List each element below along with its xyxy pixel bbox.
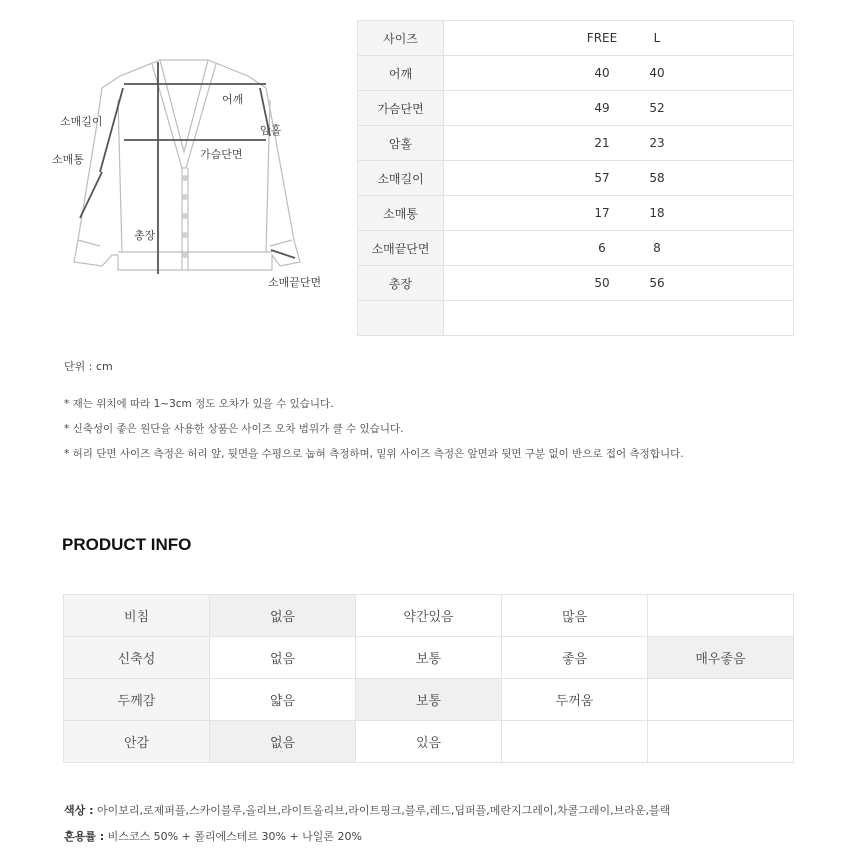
- size-table-header: [358, 21, 794, 56]
- info-row-label: 신축성: [64, 637, 210, 679]
- notes: [64, 392, 684, 467]
- row-label: 소매길이: [358, 161, 444, 196]
- blend-label: 혼용률 :: [64, 830, 105, 843]
- info-option: [648, 595, 794, 637]
- label-total-length: 총장: [134, 229, 156, 242]
- info-option: 약간있음: [356, 595, 502, 637]
- table-row: [358, 56, 794, 91]
- table-row: [358, 161, 794, 196]
- row-value-free: 40: [594, 66, 610, 80]
- info-option: 없음: [210, 595, 356, 637]
- info-option: 많음: [502, 595, 648, 637]
- info-option: 보통: [356, 679, 502, 721]
- table-row: [358, 126, 794, 161]
- product-info-table: [63, 594, 794, 763]
- size-header-l: L: [653, 31, 661, 45]
- row-value-l: 52: [649, 101, 665, 115]
- row-value-free: 17: [594, 206, 610, 220]
- info-option: 없음: [210, 721, 356, 763]
- info-row: [64, 637, 794, 679]
- blend-value: 비스코스 50% + 폴리에스테르 30% + 나일론 20%: [107, 830, 363, 843]
- info-row-label: 두께감: [64, 679, 210, 721]
- info-row-label: 안감: [64, 721, 210, 763]
- note-item: * 허리 단면 사이즈 측정은 허리 앞, 뒷면을 수평으로 눕혀 측정하며, 밑위 사이즈 측정은 앞면과 뒷면 구분 없이 반으로 접어 측정합니다.: [64, 448, 684, 460]
- row-value-free: 57: [594, 171, 610, 185]
- row-value-l: 23: [649, 136, 665, 150]
- row-value-l: 8: [653, 241, 661, 255]
- row-value-l: 56: [649, 276, 665, 290]
- info-row-label: 비침: [64, 595, 210, 637]
- info-option: 매우좋음: [648, 637, 794, 679]
- size-header-label: 사이즈: [358, 21, 444, 56]
- product-info-title: PRODUCT INFO: [62, 535, 192, 554]
- row-label: 소매끝단면: [358, 231, 444, 266]
- info-option: 없음: [210, 637, 356, 679]
- colors-value: 아이보리,로제퍼플,스카이블루,올리브,라이트올리브,라이트핑크,블루,레드,딥퍼플,메란지그레이,차콜그레이,브라운,블랙: [96, 804, 671, 817]
- table-row-empty: [358, 301, 794, 336]
- row-value-free: 6: [598, 241, 606, 255]
- table-row: [358, 231, 794, 266]
- info-option: 두꺼움: [502, 679, 648, 721]
- row-value-l: 58: [649, 171, 665, 185]
- blend-line: [64, 828, 362, 844]
- label-shoulder: 어깨: [222, 93, 244, 106]
- label-sleeve-length: 소매길이: [60, 115, 103, 128]
- row-value-l: 18: [649, 206, 665, 220]
- table-row: [358, 196, 794, 231]
- label-cuff: 소매끝단면: [268, 276, 322, 289]
- row-label: 어깨: [358, 56, 444, 91]
- colors-label: 색상 :: [64, 804, 94, 817]
- row-label: 가슴단면: [358, 91, 444, 126]
- row-value-l: 40: [649, 66, 665, 80]
- row-value-free: 49: [594, 101, 610, 115]
- info-row: [64, 721, 794, 763]
- note-item: * 재는 위치에 따라 1~3cm 정도 오차가 있을 수 있습니다.: [64, 398, 334, 410]
- info-option: [502, 721, 648, 763]
- colors-line: [64, 802, 670, 818]
- size-diagram: [48, 40, 348, 310]
- info-option: [648, 721, 794, 763]
- label-armhole: 암홀: [260, 124, 282, 137]
- info-option: 좋음: [502, 637, 648, 679]
- info-option: 보통: [356, 637, 502, 679]
- unit-text: 단위 : cm: [64, 360, 113, 373]
- info-option: [648, 679, 794, 721]
- cardigan-illustration: [48, 40, 348, 310]
- info-row: [64, 679, 794, 721]
- table-row: [358, 266, 794, 301]
- info-option: 얇음: [210, 679, 356, 721]
- row-label: 암홀: [358, 126, 444, 161]
- info-row: [64, 595, 794, 637]
- row-value-free: 50: [594, 276, 610, 290]
- note-item: * 신축성이 좋은 원단을 사용한 상품은 사이즈 오차 범위가 클 수 있습니다.: [64, 423, 404, 435]
- info-option: 있음: [356, 721, 502, 763]
- size-header-free: FREE: [586, 31, 618, 45]
- label-sleeve-width: 소매통: [52, 153, 84, 166]
- row-label: 총장: [358, 266, 444, 301]
- row-label: 소매통: [358, 196, 444, 231]
- size-table: [357, 20, 794, 336]
- table-row: [358, 91, 794, 126]
- row-value-free: 21: [594, 136, 610, 150]
- label-chest: 가슴단면: [200, 148, 243, 161]
